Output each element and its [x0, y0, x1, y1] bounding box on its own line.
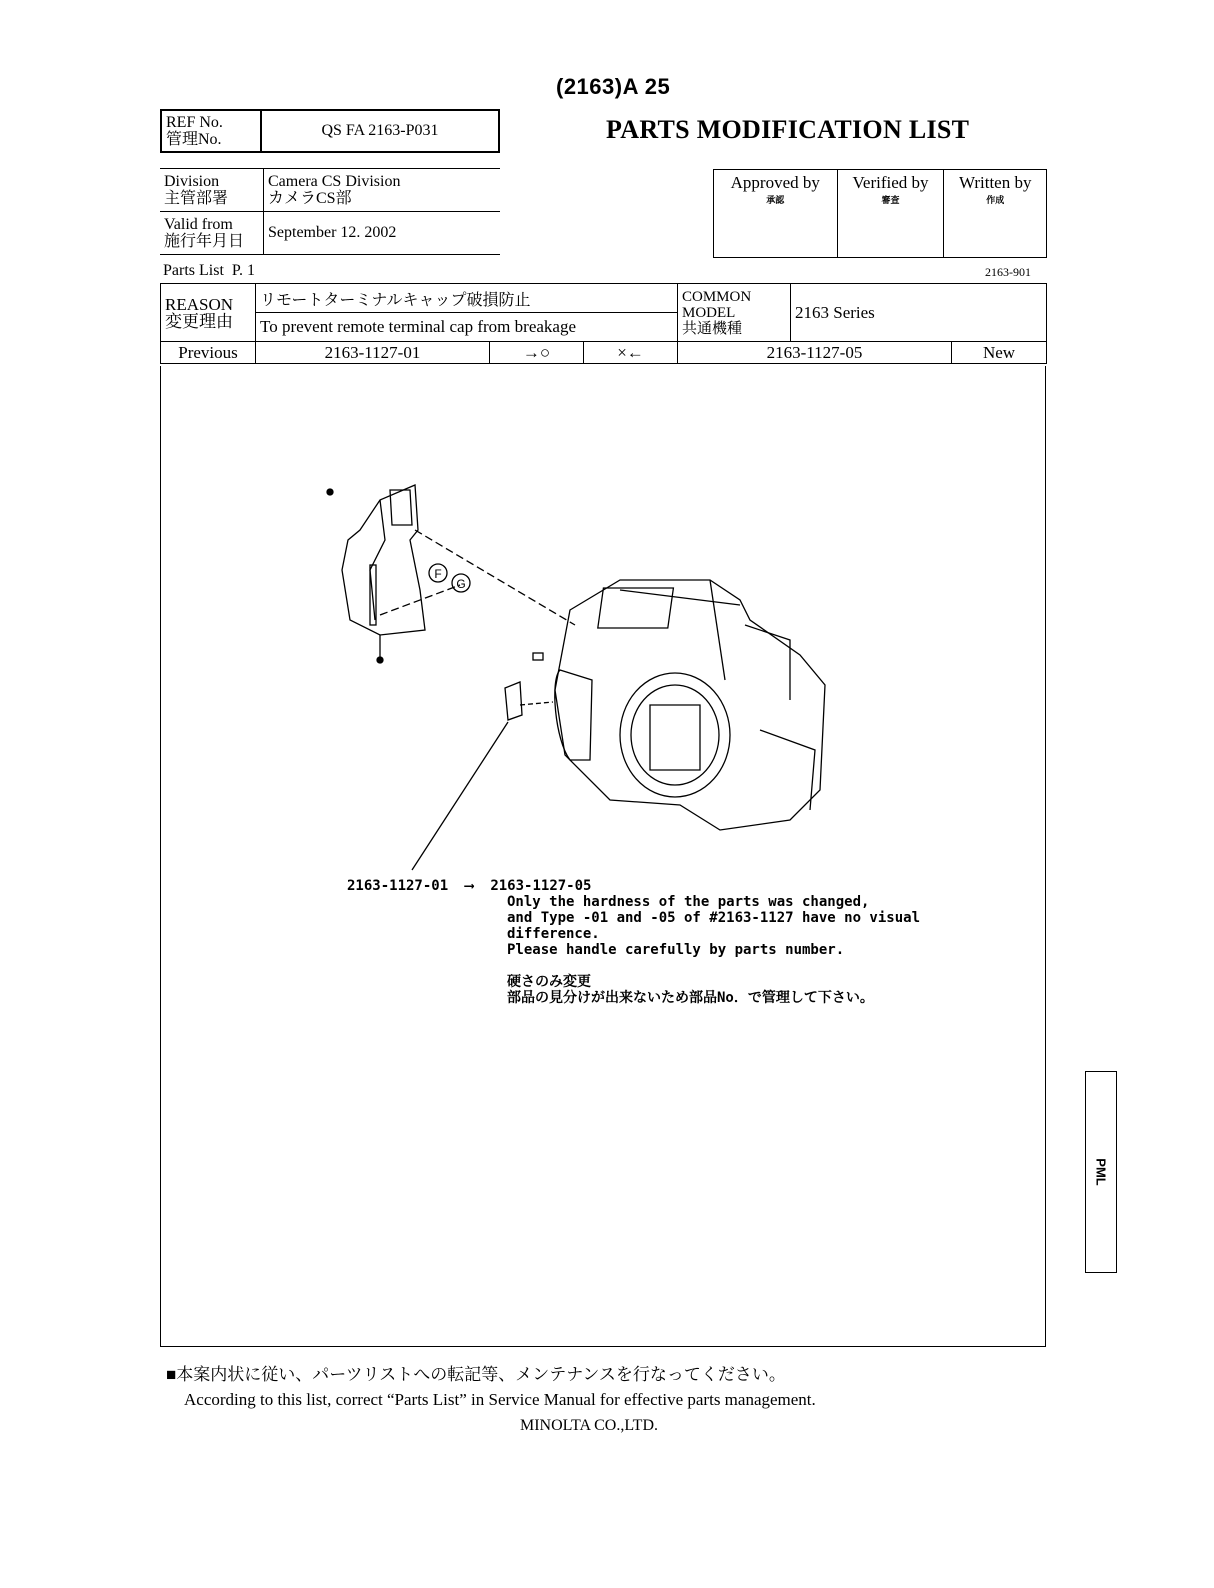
ref-label-jp: 管理No.	[166, 131, 222, 148]
signature-table	[713, 169, 1047, 258]
previous-label: Previous	[161, 342, 256, 364]
arrow-ng: ×←	[584, 342, 678, 364]
arrow-ok: →○	[490, 342, 584, 364]
footer-company: MINOLTA CO.,LTD.	[520, 1417, 658, 1434]
footer-jp: ■本案内状に従い、パーツリストへの転記等、メンテナンスを行なってください。	[166, 1365, 786, 1384]
verified-by-cell	[837, 170, 944, 258]
new-label: New	[952, 342, 1047, 364]
written-by-cell	[944, 170, 1047, 258]
document-title: PARTS MODIFICATION LIST	[606, 115, 970, 144]
camera-exploded-diagram	[320, 470, 860, 880]
footer-en: According to this list, correct “Parts List” in Service Manual for effective parts management.	[184, 1390, 816, 1409]
document-code: (2163)A 25	[556, 74, 671, 99]
parts-list-code: 2163-901	[985, 265, 1031, 279]
parts-list-label: Parts List	[163, 262, 224, 279]
common-label-1: COMMON	[682, 288, 752, 305]
reason-text-jp: リモートターミナルキャップ破損防止	[256, 284, 678, 313]
note-jp-2: 部品の見分けが出来ないため部品No．で管理して下さい。	[507, 990, 874, 1006]
callout-f: F	[434, 567, 442, 581]
reason-label-jp: 変更理由	[165, 311, 233, 331]
reason-text-en: To prevent remote terminal cap from breakage	[256, 313, 678, 342]
reason-table	[160, 283, 1047, 364]
note-jp-1: 硬さのみ変更	[507, 974, 591, 990]
common-label-2: MODEL	[682, 304, 736, 321]
part-to: 2163-1127-05	[490, 878, 592, 894]
ref-table	[160, 109, 500, 153]
ref-label	[161, 110, 261, 152]
valid-label-en: Valid from	[164, 216, 233, 233]
division-label-en: Division	[164, 173, 220, 190]
part-change-label	[347, 878, 591, 894]
approved-by-label-jp: 承認	[766, 195, 785, 205]
division-label	[160, 169, 264, 212]
verified-by-label: Verified by	[852, 173, 929, 192]
note-line-1: Only the hardness of the parts was changed,	[507, 894, 870, 910]
parts-list-row	[163, 262, 255, 280]
division-label-jp: 主管部署	[164, 190, 229, 207]
notes-block	[507, 894, 920, 1006]
division-table	[160, 168, 500, 255]
valid-value: September 12. 2002	[264, 212, 501, 255]
note-line-4: Please handle carefully by parts number.	[507, 942, 845, 958]
pml-label: PML	[1093, 1158, 1109, 1186]
division-value-jp: カメラCS部	[268, 190, 352, 207]
previous-part: 2163-1127-01	[256, 342, 490, 364]
approved-by-label: Approved by	[730, 173, 820, 192]
note-line-2: and Type -01 and -05 of #2163-1127 have no visual	[507, 910, 921, 926]
written-by-label: Written by	[958, 173, 1032, 192]
division-value	[264, 169, 501, 212]
common-model-value: 2163 Series	[791, 284, 1047, 342]
callout-g: G	[456, 577, 466, 591]
common-label-jp: 共通機種	[682, 320, 743, 337]
part-from: 2163-1127-01	[347, 878, 449, 894]
note-line-3: difference.	[507, 926, 600, 942]
valid-label-jp: 施行年月日	[164, 233, 245, 250]
ref-value: QS FA 2163-P031	[261, 110, 499, 152]
written-by-label-jp: 作成	[986, 195, 1005, 205]
pml-side-tab	[1085, 1071, 1117, 1273]
common-model-label	[678, 284, 791, 342]
parts-list-value: P. 1	[231, 262, 256, 279]
verified-by-label-jp: 審査	[881, 195, 900, 205]
valid-label	[160, 212, 264, 255]
reason-label	[161, 284, 256, 342]
division-value-en: Camera CS Division	[268, 173, 401, 190]
change-arrow-icon: ⟶	[456, 878, 482, 894]
ref-label-en: REF No.	[166, 114, 223, 131]
new-part: 2163-1127-05	[678, 342, 952, 364]
approved-by-cell	[714, 170, 838, 258]
reason-label-en: REASON	[165, 294, 234, 314]
